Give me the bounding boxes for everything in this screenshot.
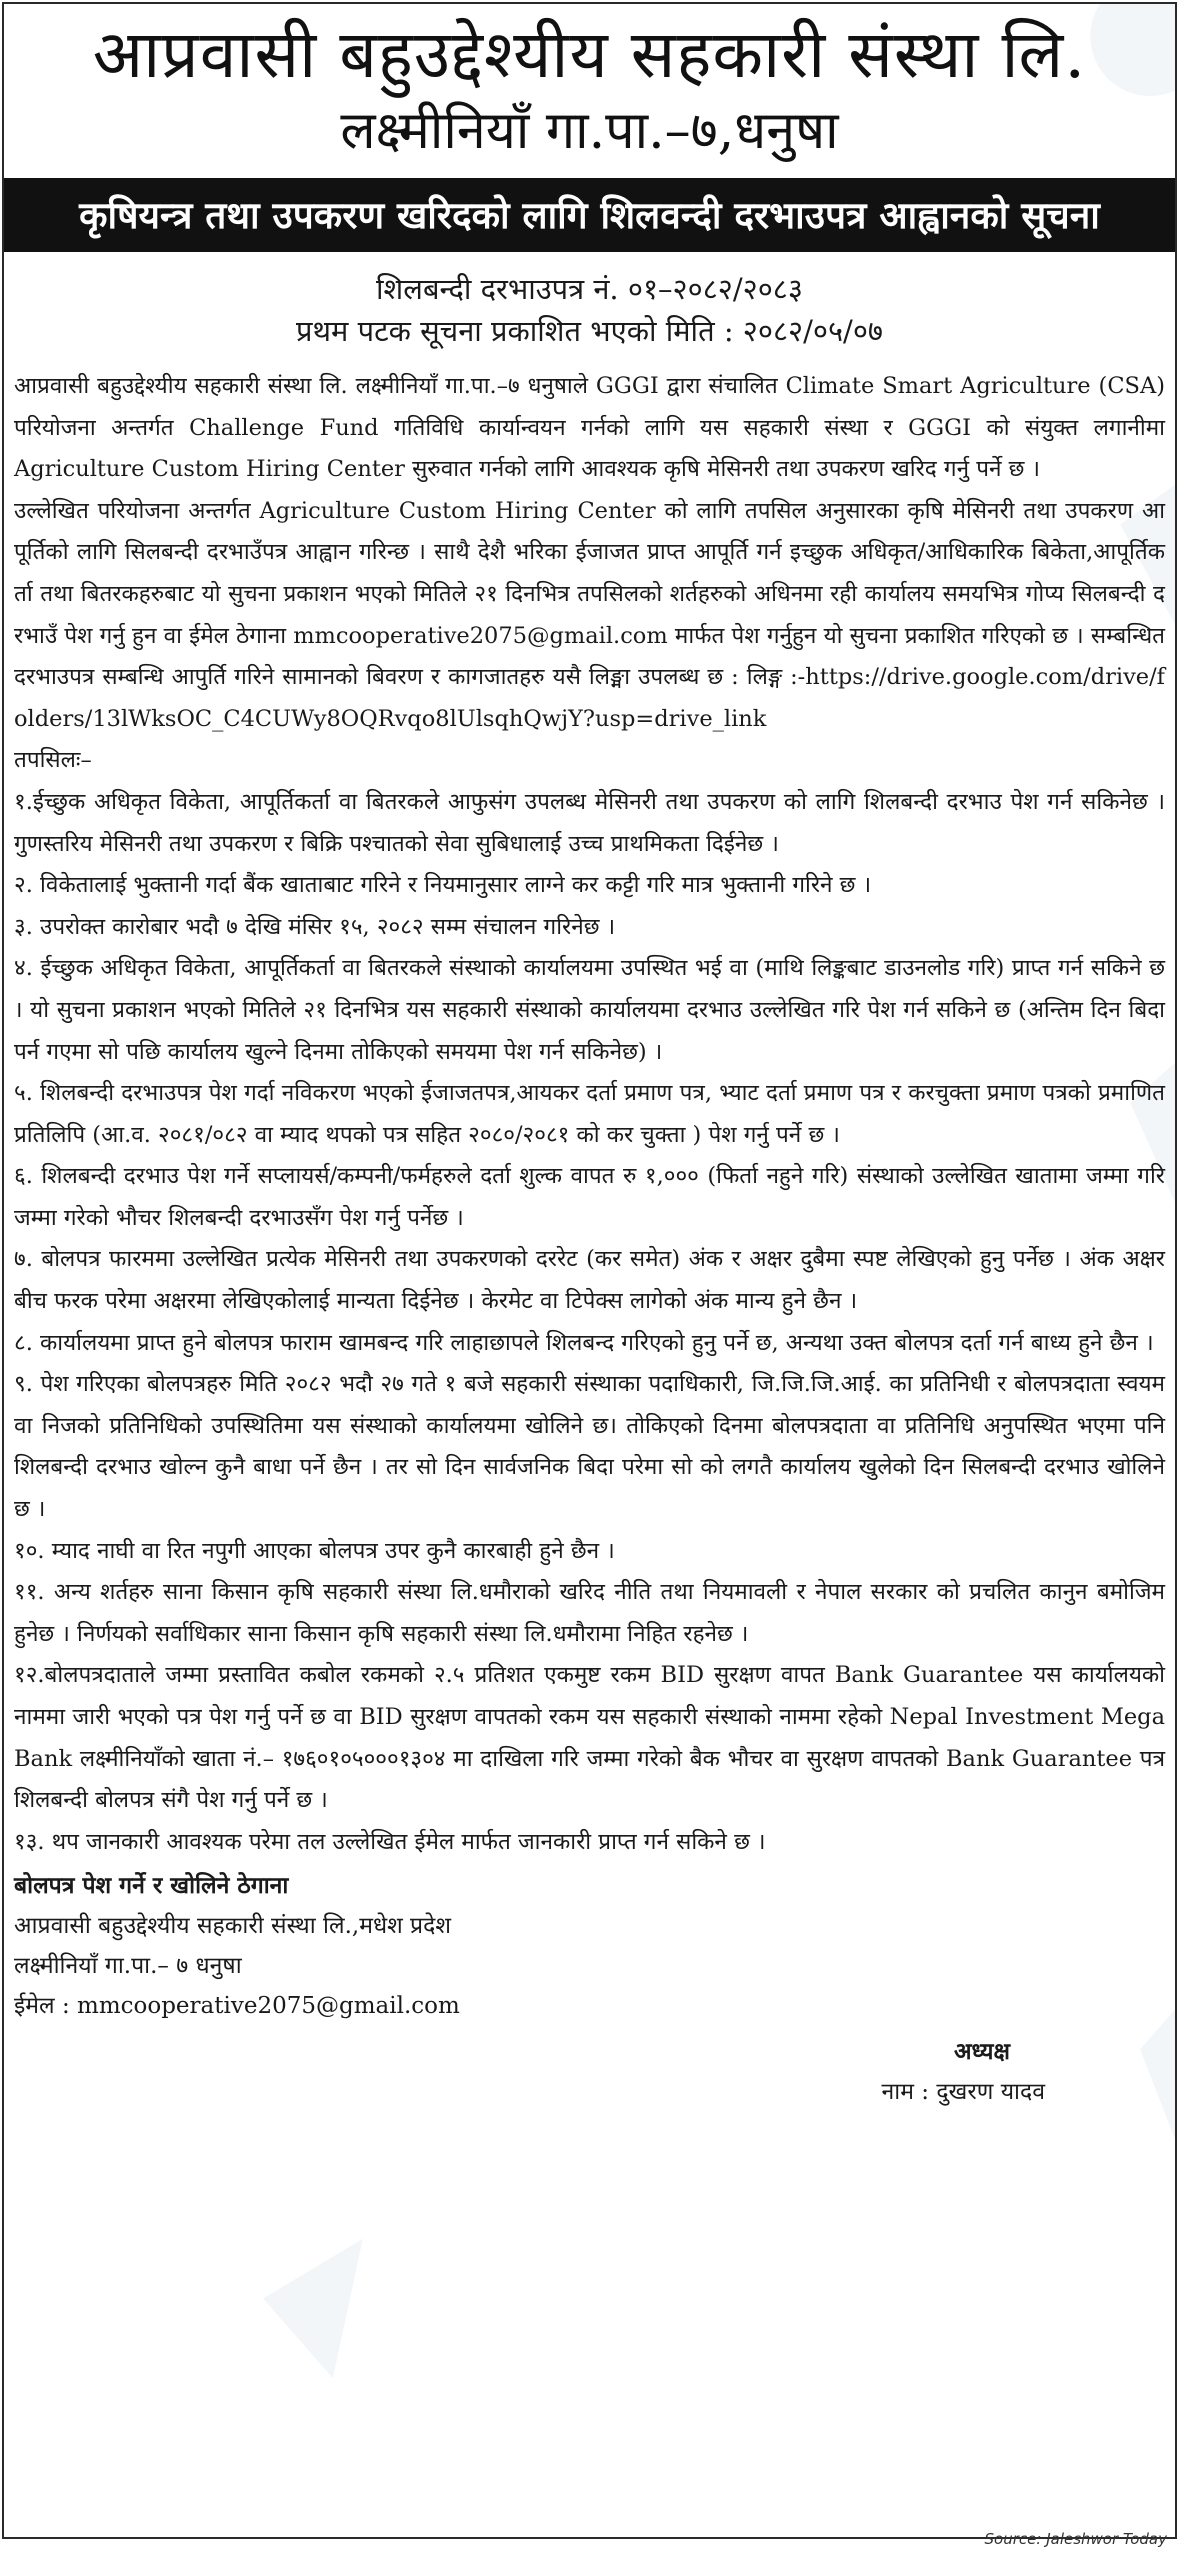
condition-item: १३. थप जानकारी आवश्यक परेमा तल उल्लेखित ईमेल मार्फत जानकारी प्राप्त गर्न सकिने छ । (14, 1828, 766, 1855)
tapsil-label: तपसिलः– (14, 747, 92, 774)
condition-item: ४. ईच्छुक अधिकृत विकेता, आपूर्तिकर्ता वा बितरकले संस्थाको कार्यालयमा उपस्थित भई वा (माथि लिङ्कबाट डाउनलोड गरि) प्राप्त गर्न सकिने छ । यो सुचना प्रकाशन भएको मितिले २१ दिनभित्र यस सहकारी संस्थाको कार्यालयमा दरभाउ उल्लेखित गरि पेश गर्न सकिने छ (अन्तिम दिन बिदा पर्न गएमा सो पछि कार्यालय खुल्ने दिनमा तोकिएको समयमा पेश गर्न सकिनेछ) । (14, 955, 1165, 1065)
condition-item: १२.बोलपत्रदाताले जम्मा प्रस्तावित कबोल रकमको २.५ प्रतिशत एकमुष्ट रकम BID सुरक्षण वापत Bank Guarantee यस कार्यालयको नाममा जारी भएको पत्र पेश गर्नु पर्ने छ वा BID सुरक्षण वापतको रकम यस सहकारी संस्थाको नाममा रहेको Nepal Investment Mega Bank लक्ष्मीनियाँको खाता नं.– १७६०१०५०००१३०४ मा दाखिला गरि जम्मा गरेको बैक भौचर वा सुरक्षण वापतको Bank Guarantee पत्र शिलबन्दी बोलपत्र संगै पेश गर्नु पर्ने छ । (14, 1662, 1165, 1814)
notice-banner: कृषियन्त्र तथा उपकरण खरिदको लागि शिलवन्दी दरभाउपत्र आह्वानको सूचना (4, 178, 1175, 252)
organization-title: आप्रवासी बहुउद्देश्यीय सहकारी संस्था लि. (92, 16, 1087, 93)
contact-email: ईमेल : mmcooperative2075@gmail.com (14, 1993, 460, 2020)
signatory-name: नाम : दुखरण यादव (881, 2079, 1045, 2106)
condition-item: २. विकेतालाई भुक्तानी गर्दा बैंक खाताबाट गरिने र नियमानुसार लाग्ने कर कट्टी गरि मात्र भुक्तानी गरिने छ । (14, 872, 872, 899)
tender-number: शिलबन्दी दरभाउपत्र नं. ०१–२०८२/२०८३ (376, 272, 803, 306)
intro-paragraph: उल्लेखित परियोजना अन्तर्गत Agriculture Custom Hiring Center को लागि तपसिल अनुसारका कृषि मेसिनरी तथा उपकरण आपूर्तिको लागि सिलबन्दी दरभाउँपत्र आह्वान गरिन्छ । साथै देशै भरिका ईजाजत प्राप्त आपूर्ति गर्न इच्छुक अधिकृत/आधिकारिक बिकेता,आपूर्तिकर्ता तथा बितरकहरुबाट यो सुचना प्रकाशन भएको मितिले २१ दिनभित्र तपसिलको शर्तहरुको अधिनमा रही कार्यालय समयभित्र गोप्य सिलबन्दी दरभाउँ पेश गर्नु हुन वा ईमेल ठेगाना mmcooperative2075@gmail.com मार्फत पेश गर्नुहुन यो सुचना प्रकाशित गरिएको छ । सम्बन्धित दरभाउपत्र सम्बन्धि आपुर्ति गरिने सामानको बिवरण र कागजातहरु यसै लिङ्मा उपलब्ध छ : लिङ्ग :-https://drive.google.com/drive/folders/13lWksOC_C4CUWy8OQRvqo8lUlsqhQwjY?usp=drive_link (14, 497, 1165, 732)
notice-content (4, 16, 1175, 2116)
notice-frame (2, 2, 1177, 2539)
signature-block (14, 2026, 1165, 2116)
intro-paragraph: आप्रवासी बहुउद्देश्यीय सहकारी संस्था लि. लक्ष्मीनियाँ गा.पा.–७ धनुषाले GGGI द्वारा संचालित Climate Smart Agriculture (CSA) परियोजना अन्तर्गत Challenge Fund गतिविधि कार्यान्वयन गर्नको लागि यस सहकारी संस्था र GGGI को संयुक्त लगानीमा Agriculture Custom Hiring Center सुरुवात गर्नको लागि आवश्यक कृषि मेसिनरी तथा उपकरण खरिद गर्नु पर्ने छ । (14, 373, 1165, 483)
condition-item: ८. कार्यालयमा प्राप्त हुने बोलपत्र फाराम खामबन्द गरि लाहाछापले शिलबन्द गरिएको हुनु पर्ने छ, अन्यथा उक्त बोलपत्र दर्ता गर्न बाध्य हुने छैन । (14, 1329, 1154, 1356)
signatory-role: अध्यक्ष (953, 2038, 1010, 2066)
address-line: लक्ष्मीनियाँ गा.पा.– ७ धनुषा (14, 1953, 242, 1980)
spacer (14, 352, 1165, 366)
organization-location: लक्ष्मीनियाँ गा.पा.–७,धनुषा (340, 101, 839, 161)
condition-item: ७. बोलपत्र फारममा उल्लेखित प्रत्येक मेसिनरी तथा उपकरणको दररेट (कर समेत) अंक र अक्षर दुबैमा स्पष्ट लेखिएको हुनु पर्नेछ । अंक अक्षर बीच फरक परेमा अक्षरमा लेखिएकोलाई मान्यता दिईनेछ । केरमेट वा टिपेक्स लागेको अंक मान्य हुने छैन । (14, 1246, 1165, 1315)
address-line: आप्रवासी बहुउद्देश्यीय सहकारी संस्था लि.,मधेश प्रदेश (14, 1913, 451, 1940)
condition-item: ५. शिलबन्दी दरभाउपत्र पेश गर्दा नविकरण भएको ईजाजतपत्र,आयकर दर्ता प्रमाण पत्र, भ्याट दर्ता प्रमाण पत्र र करचुक्ता प्रमाण पत्रको प्रमाणित प्रतिलिपि (आ.व. २०८१/०८२ वा म्याद थपको पत्र सहित २०८०/२०८१ को कर चुक्ता ) पेश गर्नु पर्ने छ । (14, 1080, 1165, 1148)
source-credit: Source: Jaleshwor Today (984, 2530, 1167, 2548)
condition-item: ३. उपरोक्त कारोबार भदौ ७ देखि मंसिर १५, २०८२ सम्म संचालन गरिनेछ । (14, 913, 616, 940)
condition-item: ६. शिलबन्दी दरभाउ पेश गर्ने सप्लायर्स/कम्पनी/फर्महरुले दर्ता शुल्क वापत रु १,००० (फिर्ता नहुने गरि) संस्थाको उल्लेखित खातामा जम्मा गरि जम्मा गरेको भौचर शिलबन्दी दरभाउसँग पेश गर्नु पर्नेछ । (14, 1163, 1165, 1231)
condition-item: १०. म्याद नाघी वा रित नपुगी आएका बोलपत्र उपर कुनै कारबाही हुने छैन । (14, 1537, 615, 1564)
condition-item: १.ईच्छुक अधिकृत विकेता, आपूर्तिकर्ता वा बितरकले आफुसंग उपलब्ध मेसिनरी तथा उपकरण को लागि शिलबन्दी दरभाउ पेश गर्न सकिनेछ । गुणस्तरिय मेसिनरी तथा उपकरण र बिक्रि पश्चातको सेवा सुबिधालाई उच्च प्राथमिकता दिईनेछ । (14, 788, 1165, 857)
publish-date: प्रथम पटक सूचना प्रकाशित भएको मिति : २०८२/०५/०७ (296, 314, 883, 348)
condition-item: ९. पेश गरिएका बोलपत्रहरु मिति २०८२ भदौ २७ गते १ बजे सहकारी संस्थाका पदाधिकारी, जि.जि.जि.आई. का प्रतिनिधी र बोलपत्रदाता स्वयम वा निजको प्रतिनिधिको उपस्थितिमा यस संस्थाको कार्यालयमा खोलिने छ। तोकिएको दिनमा बोलपत्रदाता वा प्रतिनिधि अनुपस्थित भएमा पनि शिलबन्दी दरभाउ खोल्न कुनै बाधा पर्ने छैन । तर सो दिन सार्वजनिक बिदा परेमा सो को लगतै कार्यालय खुलेको दिन सिलबन्दी दरभाउ खोलिने छ । (14, 1371, 1165, 1523)
condition-item: ११. अन्य शर्तहरु साना किसान कृषि सहकारी संस्था लि.धमौराको खरिद नीति तथा नियमावली र नेपाल सरकार को प्रचलित कानुन बमोजिम हुनेछ । निर्णयको सर्वाधिकार साना किसान कृषि सहकारी संस्था लि.धमौरामा निहित रहनेछ । (14, 1579, 1165, 1647)
address-title: बोलपत्र पेश गर्ने र खोलिने ठेगाना (14, 1872, 289, 1900)
